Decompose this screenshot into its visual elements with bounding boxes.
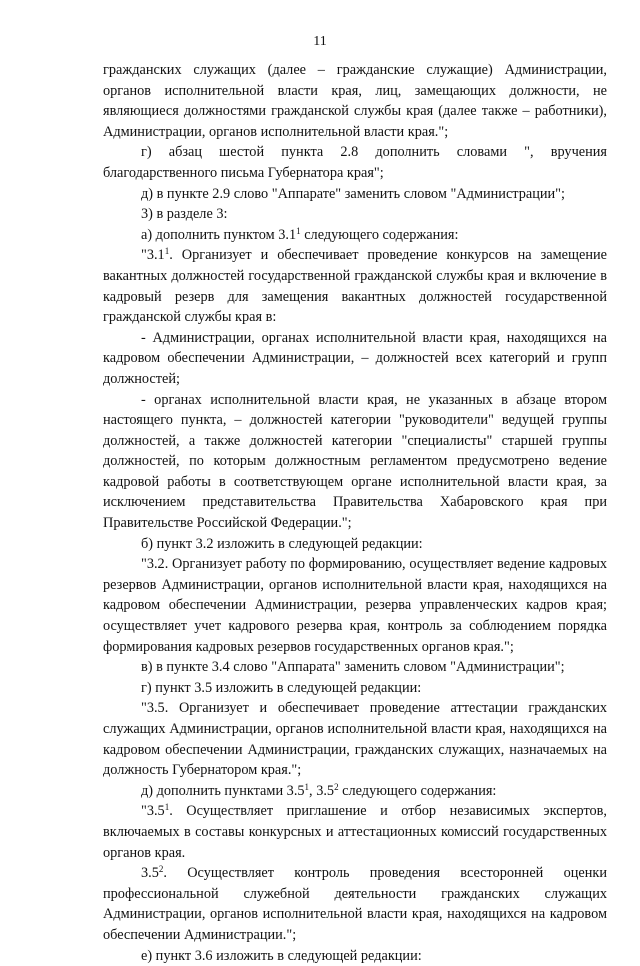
text-run: гражданских служащих (далее – гражданские служащие) Администрации, органов исполнительной власти края, лиц, замещающих должности, не являющиеся должностями гражданской службы края (далее также – работники), Администрации, органов исполнительной власти края.";: [103, 62, 607, 140]
superscript: 2: [334, 781, 339, 792]
superscript: 1: [164, 246, 170, 257]
paragraph-p01: [103, 60, 607, 142]
text-run: "3.2. Организует работу по формированию, осуществляет ведение кадровых резервов Администрации, органов исполнительной власти края, находящихся на кадровом обеспечении Администрации, резерва управленческих кадров края; осуществляет учет кадрового резерва края, контроль за соблюдением порядка формирования кадровых резервов государственных органов края.";: [103, 556, 607, 655]
text-run: - органах исполнительной власти края, не указанных в абзаце втором настоящего пункта, – должностей категории "руководители" ведущей группы должностей, а также должностей категории "специалисты" старшей группы должностей, по которым должностным регламентом предусмотрено ведение кадровой работы в соответствующем органе исполнительной власти края, за исключением представительства Правительства Хабаровского края при Правительстве Российской Федерации.";: [103, 391, 607, 532]
text-run: 3.5: [141, 865, 159, 882]
text-run: следующего содержания:: [338, 782, 497, 799]
paragraph-p05: [103, 225, 607, 246]
text-run: д) в пункте 2.9 слово "Аппарате" заменить словом "Администрации";: [141, 185, 565, 202]
paragraph-p11: [103, 657, 607, 678]
text-run: "3.1: [141, 247, 165, 264]
text-run: . Осуществляет контроль проведения всесторонней оценки профессиональной служебной деятельности гражданских служащих Администрации, органов исполнительной власти края, находящихся на кадровом обеспечении Администрации.";: [103, 865, 607, 943]
superscript: 2: [158, 864, 164, 875]
page-number: 11: [313, 34, 327, 49]
paragraph-p13: [103, 698, 607, 780]
text-run: "3.5: [141, 803, 165, 820]
text-run: . Организует и обеспечивает проведение конкурсов на замещение вакантных должностей государственной гражданской службы края и включение в кадровый резерв для замещения вакантных должностей государственной гражданской службы края в:: [103, 247, 607, 326]
paragraph-p14: [103, 781, 607, 802]
text-run: г) пункт 3.5 изложить в следующей редакции:: [141, 679, 422, 696]
paragraph-p08: [103, 390, 607, 534]
paragraph-p06: [103, 245, 607, 327]
paragraph-p04: [103, 204, 607, 225]
text-run: 3) в разделе 3:: [141, 206, 228, 223]
paragraph-p15: [103, 801, 607, 863]
text-run: г) абзац шестой пункта 2.8 дополнить словами ", вручения благодарственного письма Губернатора края";: [103, 144, 607, 181]
paragraph-p16: [103, 863, 607, 945]
paragraph-p02: [103, 142, 607, 183]
superscript: 1: [304, 781, 310, 792]
text-run: б) пункт 3.2 изложить в следующей редакции:: [141, 535, 423, 552]
superscript: 1: [164, 802, 170, 813]
text-run: , 3.5: [309, 782, 335, 799]
text-run: следующего содержания:: [300, 226, 459, 243]
text-run: д) дополнить пунктами 3.5: [141, 782, 305, 799]
paragraph-p12: [103, 678, 607, 699]
document-body: [103, 60, 607, 966]
paragraph-p17: [103, 946, 607, 966]
text-run: е) пункт 3.6 изложить в следующей редакции:: [141, 947, 422, 964]
paragraph-p03: [103, 184, 607, 205]
paragraph-p10: [103, 554, 607, 657]
paragraph-p07: [103, 328, 607, 390]
text-run: в) в пункте 3.4 слово "Аппарата" заменить словом "Администрации";: [141, 659, 565, 676]
text-run: . Осуществляет приглашение и отбор независимых экспертов, включаемых в составы конкурсных и аттестационных комиссий государственных органов края.: [103, 803, 607, 861]
text-run: а) дополнить пунктом 3.1: [141, 226, 297, 243]
paragraph-p09: [103, 534, 607, 555]
text-run: "3.5. Организует и обеспечивает проведение аттестации гражданских служащих Администрации, органов исполнительной власти края, находящихся на кадровом обеспечении Администрации, гражданских служащих, назначаемых на должность Губернатором края.";: [103, 700, 607, 779]
text-run: - Администрации, органах исполнительной власти края, находящихся на кадровом обеспечении Администрации, – должностей всех категорий и групп должностей;: [103, 329, 607, 387]
superscript: 1: [296, 225, 301, 236]
